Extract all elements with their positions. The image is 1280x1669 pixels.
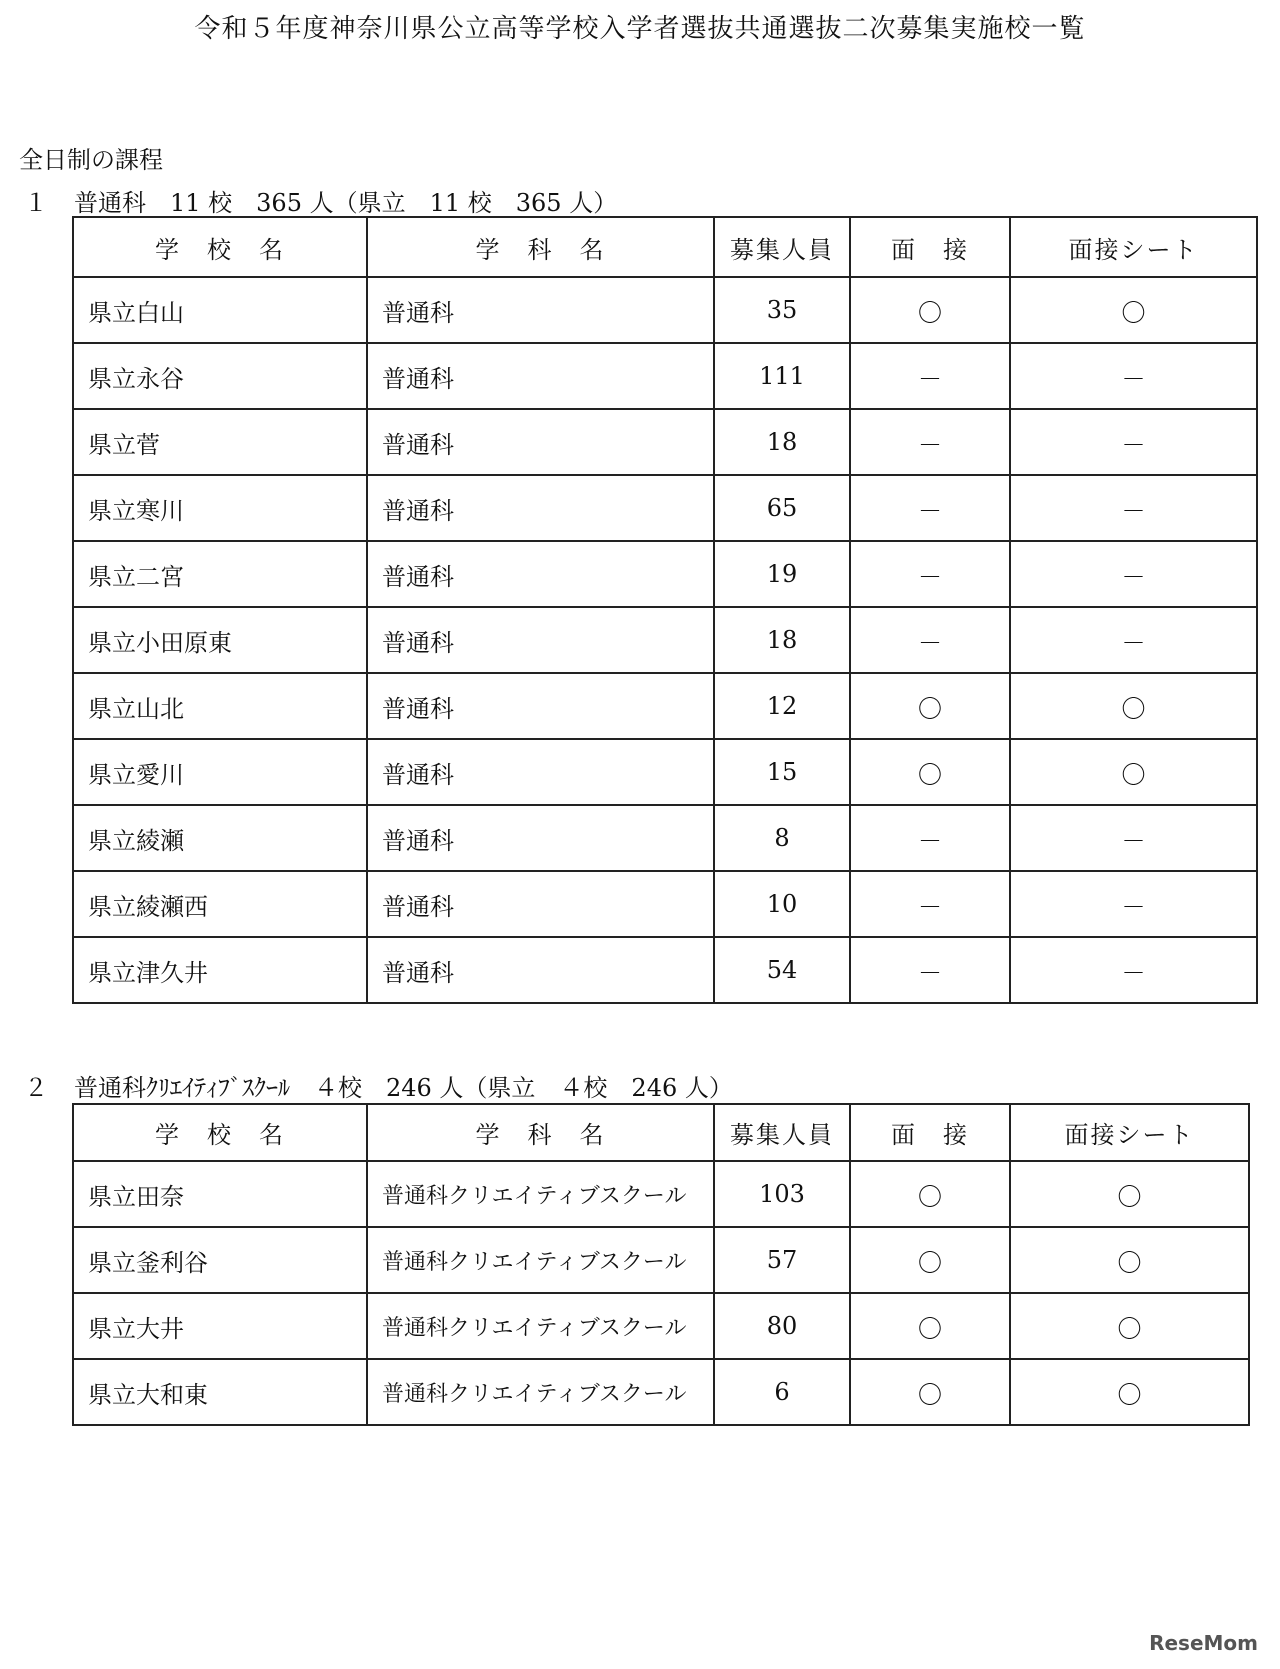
school-name-cell: 県立愛川	[73, 739, 367, 805]
department-cell: 普通科	[367, 739, 714, 805]
school-name-cell: 県立綾瀬	[73, 805, 367, 871]
header-interview-sheet: 面接シート	[1010, 217, 1257, 277]
page-title: 令和５年度神奈川県公立高等学校入学者選抜共通選抜二次募集実施校一覧	[194, 14, 1086, 44]
capacity-cell: 80	[714, 1293, 850, 1359]
section-1-rows	[73, 277, 1257, 1003]
table-row	[73, 277, 1257, 343]
section-2-rows	[73, 1161, 1249, 1425]
department-cell: 普通科クリエイティブスクール	[367, 1161, 714, 1227]
interview-sheet-cell: －	[1010, 475, 1257, 541]
department-cell: 普通科クリエイティブスクール	[367, 1227, 714, 1293]
table-row	[73, 1227, 1249, 1293]
school-name-cell: 県立釜利谷	[73, 1227, 367, 1293]
interview-sheet-cell: －	[1010, 805, 1257, 871]
table-row	[73, 607, 1257, 673]
table-row	[73, 1161, 1249, 1227]
school-name-cell: 県立大井	[73, 1293, 367, 1359]
capacity-cell: 103	[714, 1161, 850, 1227]
interview-sheet-cell: －	[1010, 343, 1257, 409]
interview-cell: －	[850, 343, 1010, 409]
interview-sheet-cell: 〇	[1010, 1161, 1249, 1227]
capacity-cell: 12	[714, 673, 850, 739]
header-department: 学 科 名	[367, 217, 714, 277]
header-interview: 面 接	[850, 1104, 1010, 1161]
capacity-cell: 6	[714, 1359, 850, 1425]
table-row	[73, 1293, 1249, 1359]
school-name-cell: 県立永谷	[73, 343, 367, 409]
interview-cell: 〇	[850, 1161, 1010, 1227]
interview-cell: －	[850, 607, 1010, 673]
department-cell: 普通科	[367, 475, 714, 541]
table-row	[73, 739, 1257, 805]
section-2-number: ２	[24, 1074, 48, 1102]
capacity-cell: 111	[714, 343, 850, 409]
department-cell: 普通科	[367, 343, 714, 409]
capacity-cell: 18	[714, 607, 850, 673]
interview-cell: 〇	[850, 1227, 1010, 1293]
school-name-cell: 県立寒川	[73, 475, 367, 541]
capacity-cell: 10	[714, 871, 850, 937]
school-name-cell: 県立綾瀬西	[73, 871, 367, 937]
section-1-heading	[24, 183, 617, 218]
table-row	[73, 541, 1257, 607]
interview-sheet-cell: 〇	[1010, 1227, 1249, 1293]
section-2-table	[72, 1103, 1250, 1426]
interview-cell: －	[850, 409, 1010, 475]
header-school: 学 校 名	[73, 1104, 367, 1161]
header-interview: 面 接	[850, 217, 1010, 277]
interview-sheet-cell: 〇	[1010, 1359, 1249, 1425]
interview-cell: －	[850, 805, 1010, 871]
interview-cell: 〇	[850, 1293, 1010, 1359]
department-cell: 普通科	[367, 277, 714, 343]
interview-sheet-cell: 〇	[1010, 739, 1257, 805]
table-row	[73, 409, 1257, 475]
interview-sheet-cell: 〇	[1010, 673, 1257, 739]
interview-sheet-cell: －	[1010, 871, 1257, 937]
department-cell: 普通科クリエイティブスクール	[367, 1293, 714, 1359]
table-row	[73, 475, 1257, 541]
department-cell: 普通科	[367, 541, 714, 607]
capacity-cell: 54	[714, 937, 850, 1003]
header-capacity: 募集人員	[714, 217, 850, 277]
school-name-cell: 県立白山	[73, 277, 367, 343]
capacity-cell: 65	[714, 475, 850, 541]
interview-sheet-cell: －	[1010, 541, 1257, 607]
table-row	[73, 673, 1257, 739]
school-name-cell: 県立小田原東	[73, 607, 367, 673]
capacity-cell: 8	[714, 805, 850, 871]
capacity-cell: 35	[714, 277, 850, 343]
interview-sheet-cell: 〇	[1010, 277, 1257, 343]
watermark-logo: ReseMom	[1149, 1631, 1258, 1655]
interview-sheet-cell: 〇	[1010, 1293, 1249, 1359]
table-row	[73, 805, 1257, 871]
department-cell: 普通科	[367, 871, 714, 937]
capacity-cell: 15	[714, 739, 850, 805]
header-capacity: 募集人員	[714, 1104, 850, 1161]
capacity-cell: 19	[714, 541, 850, 607]
section-1-label: 普通科 11 校 365 人（県立 11 校 365 人）	[74, 189, 618, 217]
department-cell: 普通科クリエイティブスクール	[367, 1359, 714, 1425]
school-name-cell: 県立大和東	[73, 1359, 367, 1425]
school-name-cell: 県立田奈	[73, 1161, 367, 1227]
interview-cell: 〇	[850, 1359, 1010, 1425]
capacity-cell: 18	[714, 409, 850, 475]
table-header-row	[73, 1104, 1249, 1161]
interview-cell: 〇	[850, 739, 1010, 805]
interview-sheet-cell: －	[1010, 937, 1257, 1003]
interview-cell: －	[850, 937, 1010, 1003]
interview-cell: －	[850, 541, 1010, 607]
table-row	[73, 937, 1257, 1003]
section-2-heading	[24, 1068, 733, 1103]
interview-cell: －	[850, 475, 1010, 541]
table-header-row	[73, 217, 1257, 277]
table-row	[73, 1359, 1249, 1425]
table-row	[73, 871, 1257, 937]
interview-cell: 〇	[850, 277, 1010, 343]
header-school: 学 校 名	[73, 217, 367, 277]
department-cell: 普通科	[367, 409, 714, 475]
capacity-cell: 57	[714, 1227, 850, 1293]
course-label: 全日制の課程	[19, 146, 163, 174]
school-name-cell: 県立二宮	[73, 541, 367, 607]
section-1-table	[72, 216, 1258, 1004]
table-row	[73, 343, 1257, 409]
department-cell: 普通科	[367, 607, 714, 673]
interview-cell: 〇	[850, 673, 1010, 739]
interview-sheet-cell: －	[1010, 607, 1257, 673]
department-cell: 普通科	[367, 937, 714, 1003]
header-department: 学 科 名	[367, 1104, 714, 1161]
interview-sheet-cell: －	[1010, 409, 1257, 475]
section-2-label: 普通科ｸﾘｴｲﾃｨﾌﾞｽｸｰﾙ ４校 246 人（県立 ４校 246 人）	[74, 1074, 733, 1102]
school-name-cell: 県立菅	[73, 409, 367, 475]
school-name-cell: 県立山北	[73, 673, 367, 739]
school-name-cell: 県立津久井	[73, 937, 367, 1003]
header-interview-sheet: 面接シート	[1010, 1104, 1249, 1161]
section-1-number: １	[24, 189, 48, 217]
department-cell: 普通科	[367, 673, 714, 739]
department-cell: 普通科	[367, 805, 714, 871]
interview-cell: －	[850, 871, 1010, 937]
